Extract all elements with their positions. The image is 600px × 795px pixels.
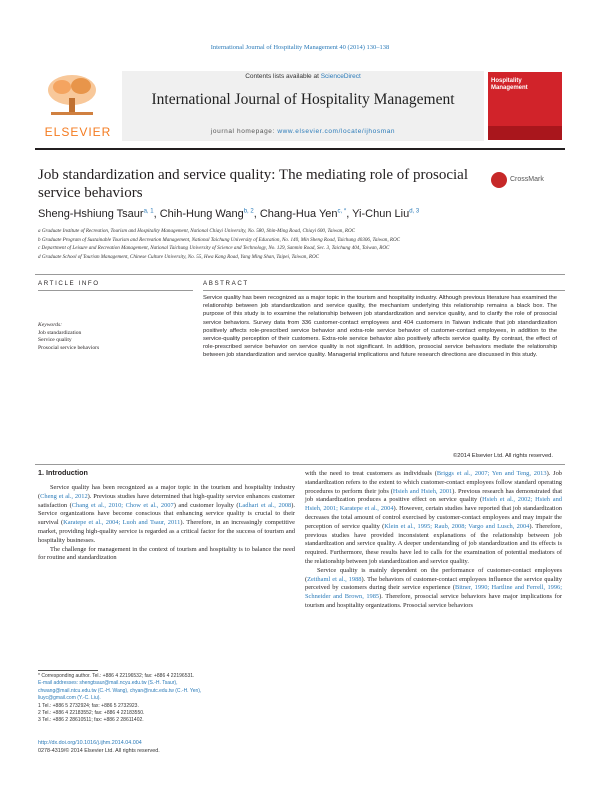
paragraph-text: Service quality has been recognized as a major topic in the tourism and hospitality industry ( [38,484,295,500]
author-separator: , [253,208,260,220]
author-name: Chih-Hung Wang [159,208,244,220]
citation-link[interactable]: Karatepe et al., 2004; Luoh and Tsaur, 2011 [63,519,181,527]
elsevier-tree-icon [37,72,107,118]
keywords-block [38,322,193,352]
affiliation-item: b Graduate Program of Sustainable Tourism and Recreation Management, National Taichung University of Education, No. 140, Min Sheng Road, Taichung 40306, Taiwan, ROC [38,236,401,243]
homepage-prefix: journal homepage: [210,128,278,135]
cover-title: Hospitality Management [491,78,528,91]
body-paragraph [305,470,562,567]
issn-line: 0278-4319/© 2014 Elsevier Ltd. All rights reserved. [38,747,160,754]
elsevier-logo [37,72,119,138]
abstract-heading: ABSTRACT [203,280,249,287]
author-list [38,208,558,220]
author-separator: , [346,208,353,220]
paragraph-text: ). Therefore, in an increasingly competitive market, providing high-quality service is regarded as a critical factor for the success of tourism and hospitality businesses. [38,519,295,544]
keyword-item: Prosocial service behaviors [38,344,100,351]
body-column-left [38,484,295,563]
paragraph-text: ). However, certain studies have reported that job standardization decreases the total amount of control exercised by customer-contact employees and may impair the perception of service quality ( [305,505,562,530]
paragraph-text: ) and customer loyalty ( [173,501,239,509]
journal-title: International Journal of Hospitality Management [151,91,455,108]
keyword-item: Job standardization [38,329,82,336]
author-name: Sheng-Hshiung Tsaur [38,208,144,220]
footnote-line: * Corresponding author. Tel.: +886 4 22196532; fax: +886 4 22196531. [38,673,195,679]
journal-reference[interactable]: International Journal of Hospitality Management 40 (2014) 130–138 [210,44,390,51]
citation-link[interactable]: Chang et al., 2010; Chow et al., 2007 [71,501,174,509]
citation-link[interactable]: Hsieh and Hsieh, 2001 [392,487,453,495]
doi-block [38,740,295,756]
paragraph-text: with the need to treat customers as individuals ( [305,470,437,477]
citation-link[interactable]: Ladhari et al., 2008 [238,501,292,509]
doi-link[interactable]: http://dx.doi.org/10.1016/j.ijhm.2014.04.004 [38,740,142,746]
journal-homepage [122,128,484,135]
affiliation-item: d Graduate School of Tourism Management, Chinese Culture University, No. 55, Hwa Kang Road, Yang Ming Shan, Taipei, Taiwan, ROC [38,254,320,261]
footnote-line: 1 Tel.: +886 5 2732924; fax: +886 5 2732923. [38,702,139,709]
author-name: Yi-Chun Liu [352,208,410,220]
sciencedirect-link[interactable]: ScienceDirect [320,73,361,80]
footnotes [38,673,295,725]
keywords-label: Keywords: [38,322,63,328]
copyright-notice: ©2014 Elsevier Ltd. All rights reserved. [453,453,553,459]
body-column-right [305,470,562,611]
footnote-email-line[interactable]: chwang@mail.ntcu.edu.tw (C.-H. Wang), chyan@nutc.edu.tw (C.-H. Yen), [38,687,202,694]
contents-line [122,73,484,80]
introduction-heading: 1. Introduction [38,468,88,477]
footnote-line: 3 Tel.: +886 2 28610511; fax: +886 2 28611402. [38,717,144,724]
article-info-divider [38,290,193,291]
crossmark-icon [491,172,507,188]
citation-link[interactable]: Klein et al., 1995; Raub, 2008; Vargo and Lusch, 2004 [384,522,530,530]
footnote-line: 2 Tel.: +886 4 22183552; fax: +886 4 22183550. [38,710,145,717]
author-affiliation-link[interactable]: a, 1 [143,208,154,215]
paragraph-text: ). Job standardization refers to the extent to which customer-contact employees follow standard operating procedures to perform their jobs ( [305,470,562,495]
footnote-email-line[interactable]: liuyc@gmail.com (Y.-C. Liu). [38,695,101,702]
paragraph-text: ). Previous studies have determined that high-quality service enhances customer satisfaction ( [38,492,295,509]
author-affiliation-link[interactable]: b, 2 [243,208,254,215]
abstract-body: Service quality has been recognized as a major topic in the tourism and hospitality industry. Although previous literature has examined the relationship between job standardization and service quality, the mechanism underlying this relationship remains a black box. The purpose of this study is to examine the relationship between job standardization and service quality, and to clarify the role of prosocial service behaviors. Survey data from 336 customer-contact employees and 404 customers in Taiwan indicate that job standardization positively affects role-prescribed service behavior and extra-role service behavior of customer-contact employees, in addition to the service-quality perception of their customers. Extra-role service behavior also positively affects service quality. By contrast, the effect of role-prescribed service behavior on service quality is not significant. In addition, prosocial service behaviors mediate the relationship between job standardization and service quality. Managerial implications and future research directions are discussed in this study. [203,295,557,359]
header-divider [35,148,565,150]
crossmark-badge[interactable] [491,172,553,192]
footnote-email-line[interactable]: E-mail addresses: shengtsaur@mail.ncyu.edu.tw (S.-H. Tsaur), [38,680,178,687]
keyword-item: Service quality [38,337,72,344]
citation-link[interactable]: Hsieh et al., 2002; Hsieh and Hsieh, 2001; Karatepe et al., 2004 [305,496,563,513]
author-affiliation-link[interactable]: c, * [337,208,347,215]
affiliations [38,228,558,263]
abstract-divider [203,290,565,291]
affiliation-divider [35,274,565,275]
citation-link[interactable]: Cheng et al., 2012 [40,492,88,500]
paragraph-text: ). Therefore, prosocial service behaviors have major implications for tourism and hospitality organizations. Prosocial service behaviors [305,593,562,609]
paragraph-text: Service quality is mainly dependent on the performance of customer-contact employees ( [305,566,562,583]
crossmark-label: CrossMark [510,176,544,183]
body-paragraph [38,484,295,546]
paragraph-text: ). Therefore, previous studies have provided inconsistent explanations of the relationship between job standardization and service quality. A deeper understanding of job standardization and its effects is required. Furthermore, these results have led to calls for the examination of potential mediators of the relationship between job standardization and service quality. [305,522,562,565]
journal-cover-image [488,72,562,140]
affiliation-item: c Department of Leisure and Recreation Management, National Taichung University of Science and Technology, No. 129, Sanmin Road, Sec. 3, Taichung 404, Taiwan, ROC [38,245,390,252]
citation-link[interactable]: Zeithaml et al., 1988 [307,575,362,583]
body-paragraph [38,546,295,564]
elsevier-wordmark: ELSEVIER [44,125,112,139]
author-separator: , [153,208,160,220]
author-name: Chang-Hua Yen [259,208,338,220]
article-info-heading: ARTICLE INFO [38,280,100,287]
paragraph-text: The challenge for management in the context of tourism and hospitality is to balance the need for routine and standardization [38,545,295,562]
body-paragraph [305,567,562,611]
affiliation-item: a Graduate Institute of Recreation, Tourism and Hospitality Management, National Chiayi University, No. 580, Shin-Ming Road, Chiayi 600, Taiwan, ROC [38,228,356,234]
contents-prefix: Contents lists available at [245,73,321,80]
paragraph-text: ). The behaviors of customer-contact employees influence the service quality perceived by customers during their service experience ( [305,575,562,592]
homepage-link[interactable]: www.elsevier.com/locate/ijhosman [277,128,396,135]
abstract-bottom-divider [35,464,565,465]
cover-strip [488,126,562,140]
paragraph-text: ). Service organizations have become conscious that enhancing service quality is crucial to their survival ( [38,501,295,527]
footnote-divider [38,670,98,671]
author-affiliation-link[interactable]: d, 3 [409,208,420,215]
paper-title: Job standardization and service quality: The mediating role of prosocial service behaviors [38,167,469,201]
paragraph-text: ). Previous research has demonstrated that job standardization produces a positive effect on service quality ( [305,487,562,504]
citation-link[interactable]: Briggs et al., 2007; Yen and Teng, 2013 [436,470,547,477]
citation-link[interactable]: Bitner, 1990; Hartline and Ferrell, 1996; Schneider and Brown, 1985 [305,584,562,601]
